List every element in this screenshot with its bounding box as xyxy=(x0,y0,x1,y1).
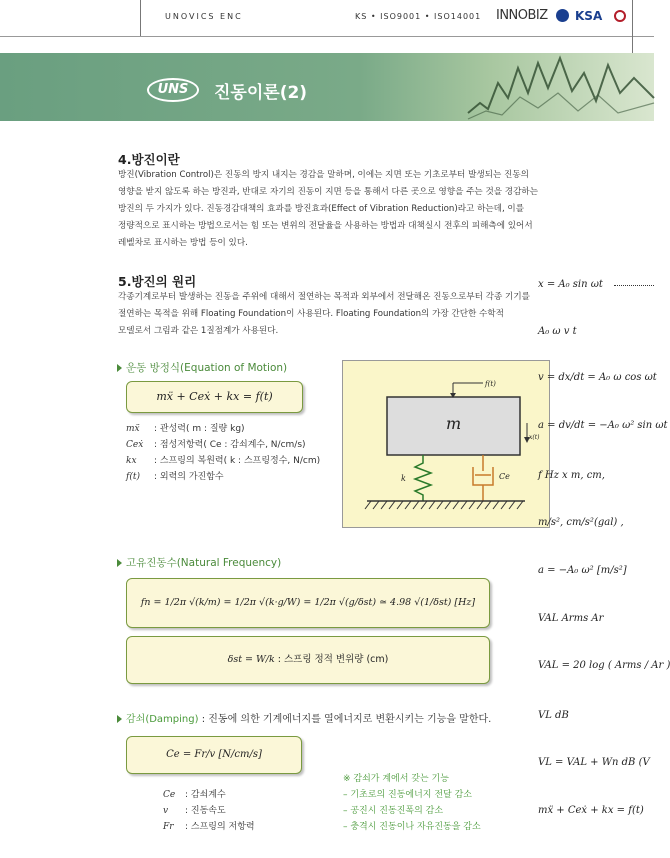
mass-label: m xyxy=(446,414,462,433)
right-formula-acc-amplitude: a = −A₀ ω² [m/s²] xyxy=(538,565,627,576)
motion-def-row: f(t) : 외력의 가진함수 xyxy=(126,472,224,482)
vibration-wave-art xyxy=(468,53,654,121)
triangle-bullet-icon xyxy=(117,364,122,372)
motion-subheading: 운동 방정식(Equation of Motion) xyxy=(117,360,287,375)
static-deflection-desc: : 스프링 정적 변위량 (cm) xyxy=(277,654,389,665)
damping-def-row: Fr : 스프링의 저항력 xyxy=(163,822,255,832)
motion-def-row: mẍ : 관성력( m : 질량 kg) xyxy=(126,424,245,434)
damping-def-row: Ce : 감쇠계수 xyxy=(163,790,226,800)
single-dof-model-icon xyxy=(343,361,549,527)
section-4-body xyxy=(118,167,573,252)
triangle-bullet-icon xyxy=(117,559,122,567)
damping-subheading: 감쇠(Damping) : 진동에 의한 기계에너지를 열에너지로 변환시키는 기능을 말한다. xyxy=(117,710,491,725)
page-edge-line xyxy=(632,0,633,60)
right-symbols: A₀ ω v t xyxy=(538,326,577,337)
right-units-2: m/s², cm/s²(gal) , xyxy=(538,517,624,528)
triangle-bullet-icon xyxy=(117,715,122,723)
cert-text: KS • ISO9001 • ISO14001 xyxy=(355,12,482,21)
damping-def-row: v : 진동속도 xyxy=(163,806,226,816)
section-5-heading: 5.방진의 원리 xyxy=(118,274,197,289)
motion-def-row: kx : 스프링의 복원력( k : 스프링정수, N/cm) xyxy=(126,456,321,466)
natural-frequency-formula-box: fn = 1/2π √(k/m) = 1/2π √(k·g/W) = 1/2π √(g/δst) ≃ 4.98 √(1/δst) [Hz] xyxy=(126,578,490,628)
motion-def-row: Ceẋ : 점성저항력( Ce : 감쇠계수, N/cm/s) xyxy=(126,440,306,450)
right-formula-motion: mẍ + Ceẋ + kx = f(t) xyxy=(538,805,644,816)
right-units-1: f Hz x m, cm, xyxy=(538,470,605,481)
motion-formula-box: mẍ + Ceẋ + kx = f(t) xyxy=(126,381,303,413)
damping-note: – 충격시 진동이나 자유진동을 감소 xyxy=(343,822,481,832)
right-formula-velocity: v = dx/dt = A₀ ω cos ωt xyxy=(538,372,657,383)
damper-label: Ce xyxy=(499,472,510,481)
ksa-logo: KSA xyxy=(575,9,603,23)
damping-notes xyxy=(343,771,481,835)
header-divider xyxy=(140,0,141,36)
cert-seal-icon xyxy=(614,10,626,22)
page-title: 진동이론(2) xyxy=(214,83,308,103)
right-formula-vl: VL = VAL + Wn dB (V xyxy=(538,757,650,768)
section-4-line: 영향을 받지 않도록 하는 방진과, 반대로 자기의 진동이 지면 등을 통해서 다른 곳으로 영향을 주는 것을 경감하는 xyxy=(118,187,539,197)
right-formula-acceleration: a = dv/dt = −A₀ ω² sin ωt xyxy=(538,420,668,431)
section-5-line: 절연하는 목적을 위해 Floating Foundation이 사용된다. Floating Foundation의 가장 간단한 수학적 xyxy=(118,309,504,319)
right-formula-val: VAL = 20 log ( Arms / Ar ) xyxy=(538,660,670,671)
section-4-line: 방진의 두 가지가 있다. 진동경감대책의 효과를 방진효과(Effect of Vibration Reduction)라고 하는데, 이를 xyxy=(118,204,525,214)
brand-name: UNOVICS ENC xyxy=(165,12,243,21)
section-5-line: 모델로서 그림과 같은 1질점계가 사용된다. xyxy=(118,326,279,336)
dotted-leader xyxy=(614,285,654,286)
damping-formula-box: Ce = Fr/v [N/cm/s] xyxy=(126,736,302,774)
damping-note: – 기초로의 진동에너지 전달 감소 xyxy=(343,790,472,800)
section-4-line: 방진(Vibration Control)은 진동의 방지 내지는 경감을 말하며, 이에는 지면 또는 기초로부터 발생되는 진동의 xyxy=(118,170,529,180)
right-val-symbols: VAL Arms Ar xyxy=(538,613,604,624)
section-4-heading: 4.방진이란 xyxy=(118,152,180,167)
natural-subheading: 고유진동수(Natural Frequency) xyxy=(117,555,281,570)
ksa-emblem-icon xyxy=(556,9,569,22)
spring-label: k xyxy=(401,474,406,483)
static-deflection-formula: δst = W/k xyxy=(227,654,275,665)
static-deflection-formula-box xyxy=(126,636,490,684)
force-label: f(t) xyxy=(485,380,496,388)
damping-definitions xyxy=(163,787,255,835)
innobiz-logo: INNOBIZ xyxy=(496,8,548,23)
damping-note: – 공진시 진동진폭의 감소 xyxy=(343,806,444,816)
uns-logo: UNS xyxy=(147,78,199,102)
section-4-line: 정량적으로 표시하는 방법으로서는 힘 또는 변위의 전달율을 사용하는 방법과 대책실시 전후의 피해측에 있어서 xyxy=(118,221,533,231)
displacement-label: x(t) xyxy=(529,434,540,441)
mass-spring-diagram xyxy=(342,360,550,528)
right-vl-symbols: VL dB xyxy=(538,710,569,721)
right-formula-displacement: x = A₀ sin ωt xyxy=(538,279,603,290)
section-5-line: 각종기계로부터 발생하는 진동을 주위에 대해서 절연하는 목적과 외부에서 전달해온 진동으로부터 각종 기기를 xyxy=(118,292,530,302)
section-5-body xyxy=(118,289,573,340)
damping-notes-title: ※ 감쇠가 계에서 갖는 기능 xyxy=(343,774,449,784)
section-4-line: 레벨차로 표시하는 방법 등이 있다. xyxy=(118,238,248,248)
motion-definitions xyxy=(126,421,320,485)
